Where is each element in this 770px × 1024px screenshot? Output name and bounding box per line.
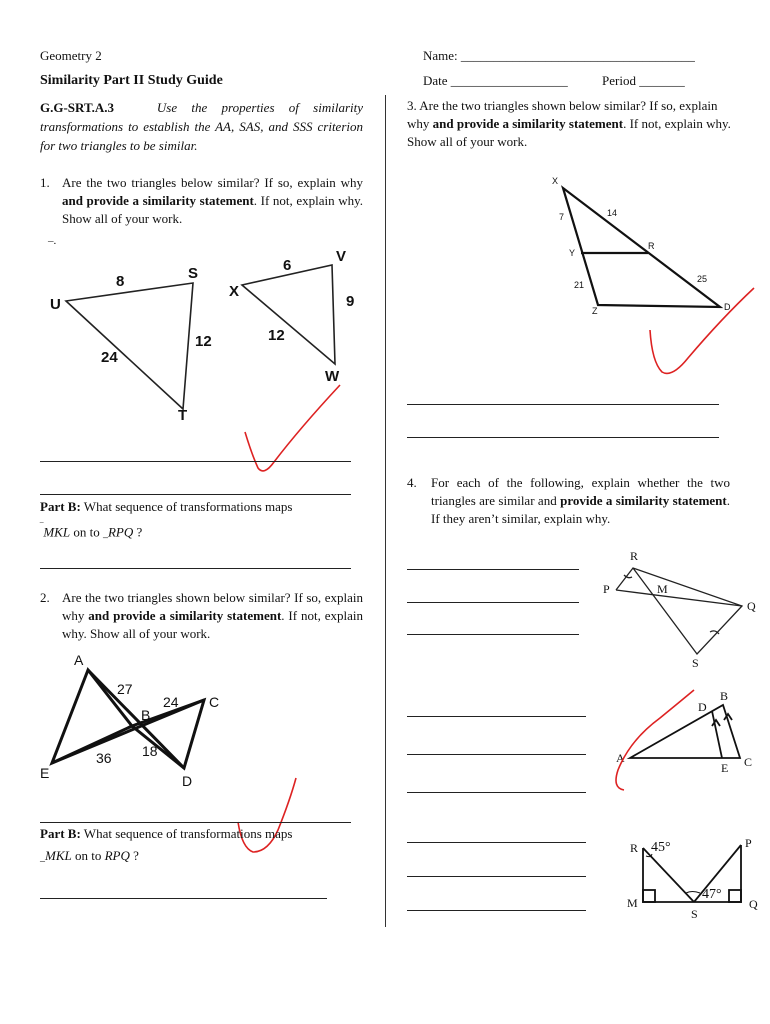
side-XR: 14 bbox=[607, 208, 618, 218]
q4a-vertex-R: R bbox=[630, 549, 639, 563]
partb-label: Part B: bbox=[40, 499, 81, 514]
partb-mid: on to bbox=[70, 524, 103, 540]
vertex-D: D bbox=[182, 773, 193, 789]
q4c-vertex-Q: Q bbox=[749, 897, 758, 911]
side-XW: 12 bbox=[268, 327, 285, 344]
q1-prompt-part: Are the two triangles below similar? If so, explain why bbox=[62, 175, 363, 190]
q4-prompt-part: For each of the following, explain whether the two triangles are similar and bbox=[431, 475, 730, 508]
vertex-X: X bbox=[229, 283, 240, 300]
stray-mark: –. bbox=[48, 235, 57, 247]
q1-prompt-end: . If not, explain why. Show all of your work. bbox=[62, 193, 363, 226]
name-field[interactable]: Name: ____________________________________ bbox=[423, 48, 695, 63]
q2-prompt-part: Are the two triangles shown below similar? If so, explain why bbox=[62, 590, 363, 623]
q4b-vertex-B: B bbox=[720, 689, 729, 703]
partb-end: ? bbox=[133, 524, 143, 540]
period-field[interactable]: Period _______ bbox=[602, 73, 685, 88]
q4-prompt-end: . If they aren’t similar, explain why. bbox=[431, 493, 730, 526]
q4c-vertex-R: R bbox=[630, 841, 639, 855]
vertex-B: B bbox=[141, 707, 151, 723]
q4c-vertex-M: M bbox=[627, 896, 638, 910]
side-VW: 9 bbox=[346, 293, 355, 310]
q2-partb-symbols: _MKL on to RPQ ? bbox=[40, 848, 139, 863]
vertex-T: T bbox=[178, 407, 188, 424]
side-XY: 7 bbox=[559, 212, 565, 222]
q1-number: 1. bbox=[40, 175, 50, 190]
q2-prompt-bold: and provide a similarity statement bbox=[88, 608, 282, 623]
vertex-A: A bbox=[74, 652, 84, 668]
standard-code: G.G-SRT.A.3 bbox=[40, 100, 115, 115]
partb-sym1: MKL bbox=[45, 848, 72, 863]
q4c-vertex-P: P bbox=[745, 836, 752, 850]
q4b-triangle-ABC bbox=[630, 705, 740, 758]
q4-prompt-bold: provide a similarity statement bbox=[560, 493, 727, 508]
partb-label: Part B: bbox=[40, 826, 81, 841]
side-XV: 6 bbox=[283, 257, 292, 274]
standard-description: Use the properties of similarity transformations to establish the AA, SAS, and SSS criterion for two triangles to be similar. bbox=[40, 100, 363, 153]
q4-number: 4. bbox=[407, 475, 417, 490]
q4a-segments bbox=[616, 568, 742, 654]
side-AB: 27 bbox=[117, 681, 133, 697]
partb-sym2: RPQ bbox=[104, 848, 130, 863]
checkmark-q4b bbox=[616, 690, 694, 790]
vertex-V: V bbox=[336, 248, 347, 265]
vertex-C: C bbox=[209, 694, 220, 710]
vertex-S: S bbox=[188, 265, 199, 282]
q4c-angle-47: 47° bbox=[702, 887, 722, 902]
q4c-angle-45: 45° bbox=[651, 840, 671, 855]
vertex-R: R bbox=[648, 241, 655, 251]
side-US: 8 bbox=[116, 273, 125, 290]
side-YZ: 21 bbox=[574, 280, 585, 290]
q4a-vertex-P: P bbox=[603, 582, 610, 596]
q2-number: 2. bbox=[40, 590, 50, 605]
date-field[interactable]: Date __________________ bbox=[423, 73, 568, 88]
q2-prompt-end: . If not, explain why. Show all of your work. bbox=[62, 608, 363, 641]
q4c-right-angle-Q bbox=[729, 890, 741, 902]
q4b-vertex-A: A bbox=[616, 751, 625, 765]
vertex-W: W bbox=[325, 368, 340, 385]
q4a-vertex-S: S bbox=[692, 656, 699, 670]
course-label: Geometry 2 bbox=[40, 48, 102, 63]
q4b-vertex-E: E bbox=[721, 761, 729, 775]
q3-prompt-part: 3. Are the two triangles shown below similar? If so, explain why bbox=[407, 98, 718, 131]
vertex-Z: Z bbox=[592, 306, 598, 316]
partb-sym1: MKL bbox=[43, 524, 71, 540]
side-BC: 24 bbox=[163, 694, 179, 710]
vertex-E: E bbox=[40, 765, 50, 781]
side-ST: 12 bbox=[195, 333, 212, 350]
side-RD: 25 bbox=[697, 274, 708, 284]
q4c-vertex-S: S bbox=[691, 907, 698, 921]
partb-sym2: RPQ bbox=[107, 524, 134, 540]
partb-text: What sequence of transformations maps bbox=[80, 826, 293, 841]
q3-prompt-bold: and provide a similarity statement bbox=[432, 116, 624, 131]
page-title: Similarity Part II Study Guide bbox=[40, 73, 223, 88]
side-UT: 24 bbox=[101, 349, 118, 366]
partb-text: What sequence of transformations maps bbox=[80, 499, 293, 514]
q4c-right-angle-M bbox=[643, 890, 655, 902]
vertex-Y: Y bbox=[569, 248, 576, 258]
q1-prompt-bold: and provide a similarity statement bbox=[62, 193, 254, 208]
partb-end: ? bbox=[129, 848, 139, 863]
vertex-D: D bbox=[724, 302, 731, 312]
q4b-segment-DE bbox=[712, 711, 722, 758]
q3-prompt-end: . If not, explain why. Show all of your work. bbox=[407, 116, 731, 149]
q4a-vertex-Q: Q bbox=[747, 599, 756, 613]
q4a-vertex-M: M bbox=[657, 582, 668, 596]
side-EB: 36 bbox=[96, 750, 112, 766]
vertex-U: U bbox=[50, 296, 61, 313]
side-BD: 18 bbox=[142, 743, 158, 759]
q4b-vertex-D: D bbox=[698, 700, 707, 714]
partb-mid: on to bbox=[71, 848, 105, 863]
vertex-X: X bbox=[552, 176, 559, 186]
q1-partb-symbols: ‾MKL on to _RPQ ? bbox=[40, 523, 143, 540]
q4b-vertex-C: C bbox=[744, 755, 753, 769]
